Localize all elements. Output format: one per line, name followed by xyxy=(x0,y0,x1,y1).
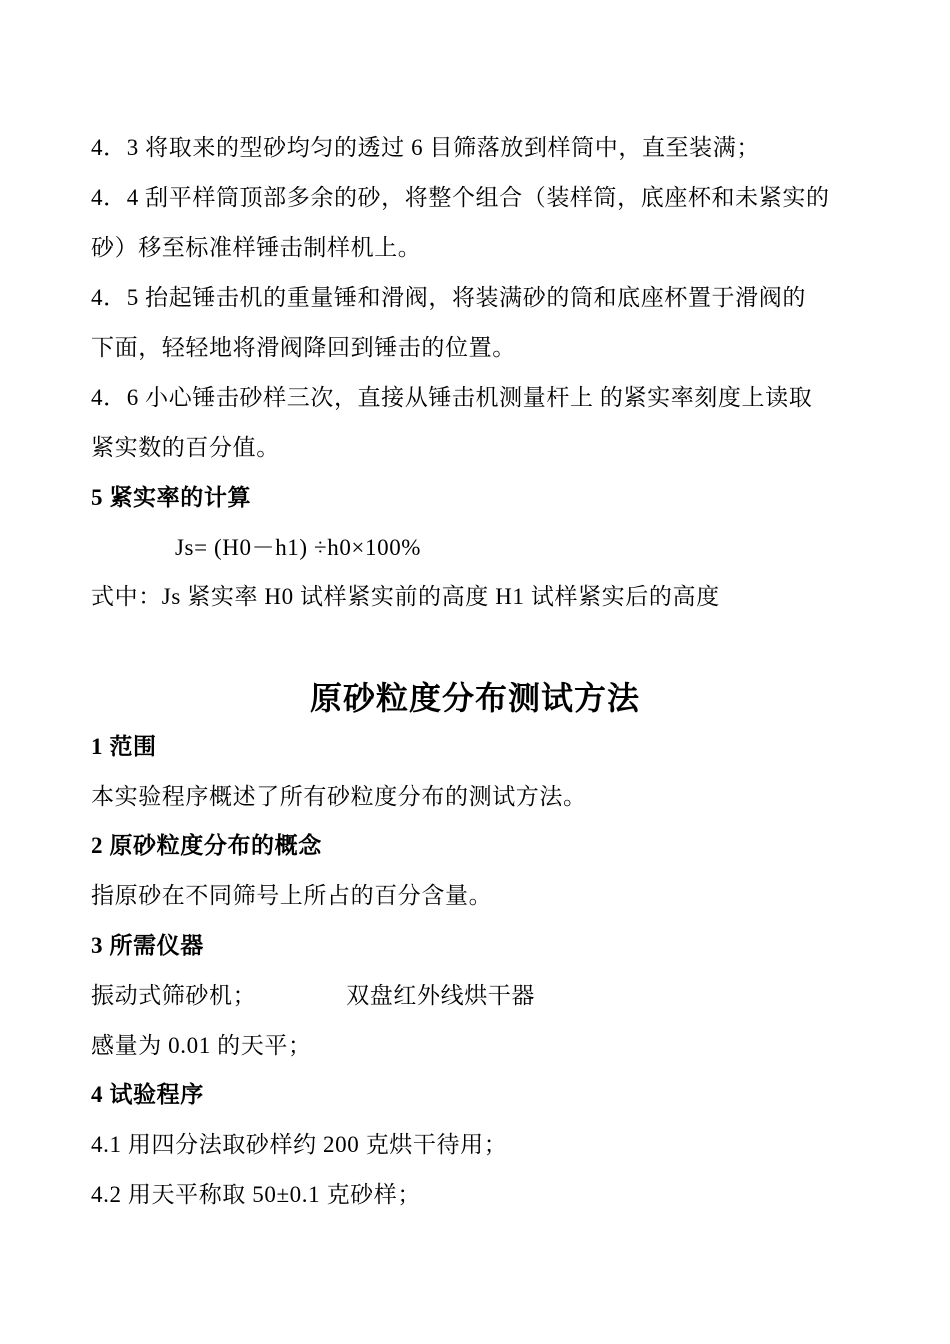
step-4-3: 4．3 将取来的型砂均匀的透过 6 目筛落放到样筒中，直至装满； xyxy=(91,135,760,160)
section-heading-5: 5 紧实率的计算 xyxy=(91,485,252,510)
step-4-5-cont: 下面，轻轻地将滑阀降回到锤击的位置。 xyxy=(91,335,516,360)
step-4-6-cont: 紧实数的百分值。 xyxy=(91,435,280,460)
step-4-1: 4.1 用四分法取砂样约 200 克烘干待用； xyxy=(91,1132,508,1157)
instrument-line xyxy=(91,981,535,1011)
section-heading-1: 1 范围 xyxy=(91,734,157,759)
formula-note: 式中：Js 紧实率 H0 试样紧实前的高度 H1 试样紧实后的高度 xyxy=(91,584,720,609)
instrument-infrared-dryer: 双盘红外线烘干器 xyxy=(346,983,536,1008)
page-title: 原砂粒度分布测试方法 xyxy=(309,679,640,717)
step-4-6: 4．6 小心锤击砂样三次，直接从锤击机测量杆上 的紧实率刻度上读取 xyxy=(91,385,813,410)
step-4-4-cont: 砂）移至标准样锤击制样机上。 xyxy=(91,235,422,260)
section-heading-2: 2 原砂粒度分布的概念 xyxy=(91,833,322,858)
section-heading-4: 4 试验程序 xyxy=(91,1082,204,1107)
compaction-formula: Js= (H0－h1) ÷h0×100% xyxy=(175,535,422,560)
step-4-4: 4．4 刮平样筒顶部多余的砂，将整个组合（装样筒，底座杯和未紧实的 xyxy=(91,185,830,210)
step-4-5: 4．5 抬起锤击机的重量锤和滑阀，将装满砂的筒和底座杯置于滑阀的 xyxy=(91,285,806,310)
concept-text: 指原砂在不同筛号上所占的百分含量。 xyxy=(91,883,493,908)
step-4-2: 4.2 用天平称取 50±0.1 克砂样； xyxy=(91,1182,421,1207)
section-heading-3: 3 所需仪器 xyxy=(91,933,204,958)
instrument-balance: 感量为 0.01 的天平； xyxy=(91,1033,312,1058)
scope-text: 本实验程序概述了所有砂粒度分布的测试方法。 xyxy=(91,784,587,809)
instrument-sieve-shaker: 振动式筛砂机； xyxy=(91,983,257,1008)
